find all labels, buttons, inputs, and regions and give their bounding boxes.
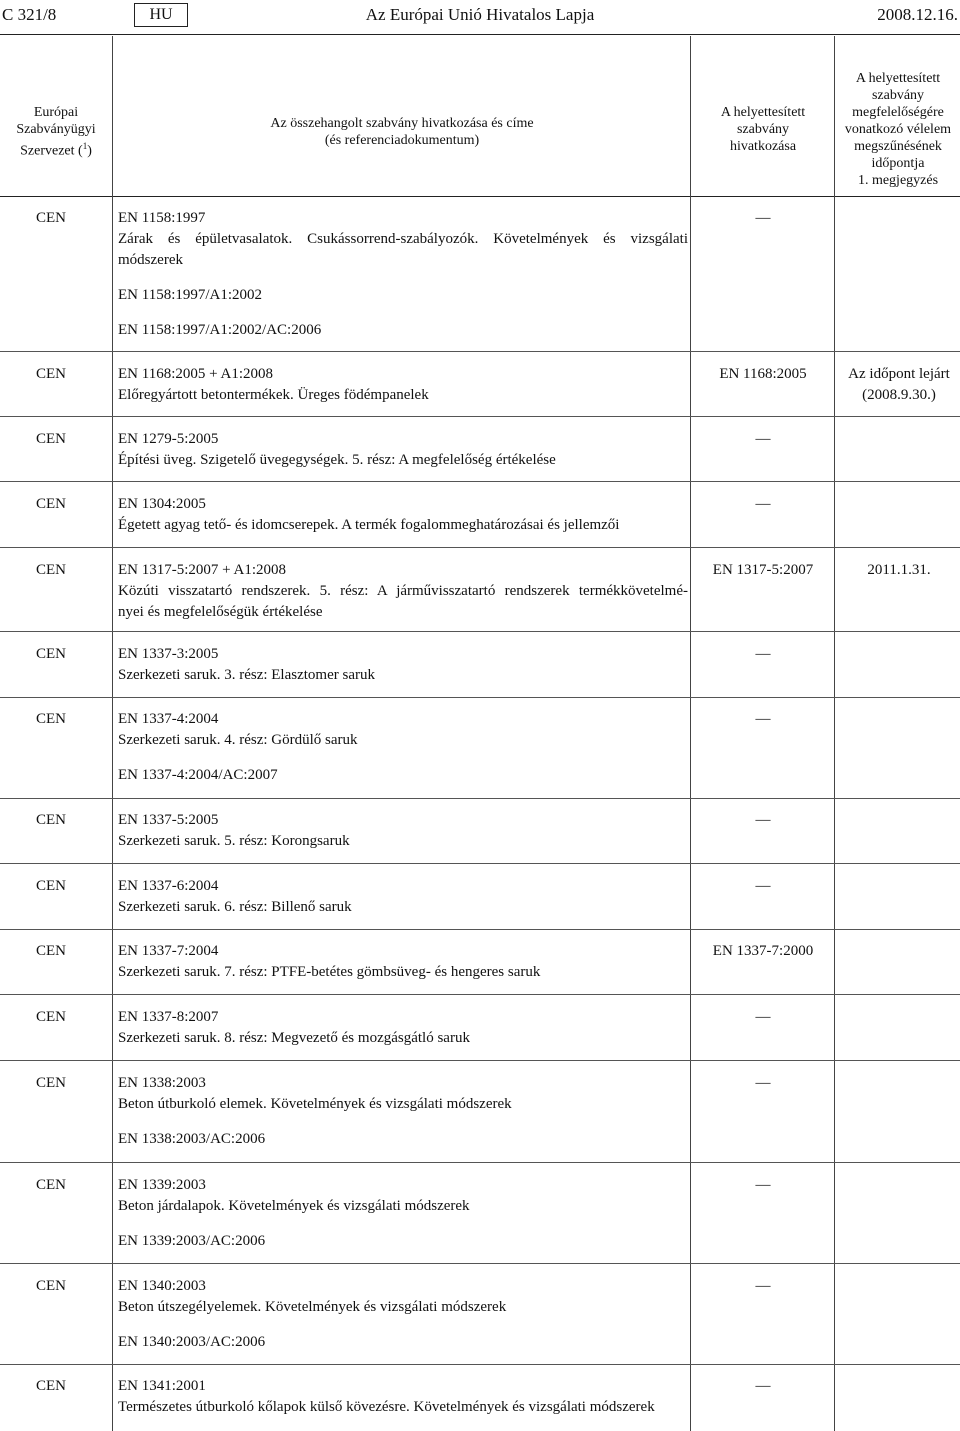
- org-cell: CEN: [36, 1278, 66, 1294]
- standard-title: Természetes útburkoló kőlapok külső kövezésre. Követelmények és vizsgálati módszerek: [118, 1399, 655, 1415]
- replaced-standard-cell: —: [755, 1177, 771, 1193]
- standard-reference: EN 1337-5:2005: [118, 812, 219, 828]
- org-cell: CEN: [36, 1177, 66, 1193]
- replaced-standard-cell: —: [755, 711, 771, 727]
- row-separator: [0, 631, 960, 632]
- col-note-line: időpontja: [871, 156, 925, 171]
- standard-reference: EN 1337-7:2004: [118, 943, 219, 959]
- row-separator: [0, 697, 960, 698]
- language-box: HU: [134, 3, 188, 27]
- issue-date: 2008.12.16.: [877, 5, 958, 24]
- col-note-line: szabvány: [871, 88, 925, 103]
- table-header-rule: [0, 196, 960, 197]
- standard-reference: EN 1337-6:2004: [118, 878, 219, 894]
- standard-title: Beton járdalapok. Követelmények és vizsgálati módszerek: [118, 1198, 470, 1214]
- desc-cell: [118, 1007, 688, 1049]
- standard-title: Égetett agyag tető- és idomcserepek. A termék fogalommeghatározásai és jellemzői: [118, 517, 620, 533]
- col-org-line: Szabványügyi: [16, 122, 96, 137]
- cessation-date-text: Az időpont lejárt: [848, 366, 950, 382]
- standard-reference: EN 1304:2005: [118, 496, 206, 512]
- journal-title: Az Európai Unió Hivatalos Lapja: [365, 5, 595, 24]
- org-cell: CEN: [36, 1378, 66, 1394]
- desc-cell: [118, 644, 688, 686]
- col-note-line: 1. megjegyzés: [857, 173, 939, 188]
- org-cell: CEN: [36, 646, 66, 662]
- standard-reference: EN 1168:2005 + A1:2008: [118, 366, 273, 382]
- replaced-standard-cell: —: [755, 1278, 771, 1294]
- org-cell: CEN: [36, 431, 66, 447]
- amendment-reference: EN 1338:2003/AC:2006: [118, 1131, 266, 1147]
- row-separator: [0, 1263, 960, 1264]
- standard-title: Szerkezeti saruk. 5. rész: Korongsaruk: [118, 833, 350, 849]
- row-separator: [0, 351, 960, 352]
- replaced-standard-cell: EN 1168:2005: [719, 366, 807, 382]
- standard-title: Szerkezeti saruk. 8. rész: Megvezető és mozgásgátló saruk: [118, 1030, 470, 1046]
- cessation-date-text: (2008.9.30.): [862, 387, 936, 403]
- standard-title: Beton útszegélyelemek. Követelmények és vizsgálati módszerek: [118, 1299, 507, 1315]
- replaced-standard-cell: —: [755, 210, 771, 226]
- standard-title: Előregyártott betontermékek. Üreges födémpanelek: [118, 387, 429, 403]
- desc-cell: [118, 560, 688, 623]
- amendment-reference: EN 1158:1997/A1:2002/AC:2006: [118, 322, 322, 338]
- desc-cell: [118, 876, 688, 918]
- desc-cell: [118, 941, 688, 983]
- org-cell: CEN: [36, 878, 66, 894]
- standard-title: nyei és megfelelőségük értékelése: [118, 604, 323, 620]
- replaced-standard-cell: —: [755, 1009, 771, 1025]
- row-separator: [0, 1364, 960, 1365]
- row-separator: [0, 863, 960, 864]
- org-cell: CEN: [36, 562, 66, 578]
- column-header-org: [0, 104, 112, 160]
- col-org-text: ): [87, 143, 92, 159]
- col-note-line: megszűnésének: [854, 139, 942, 154]
- page-header: [0, 4, 960, 28]
- replaced-standard-cell: —: [755, 878, 771, 894]
- standard-title: módszerek: [118, 252, 183, 268]
- column-divider: [690, 36, 691, 1431]
- replaced-standard-cell: EN 1317-5:2007: [712, 562, 814, 578]
- amendment-reference: EN 1340:2003/AC:2006: [118, 1334, 266, 1350]
- column-divider: [112, 36, 113, 1431]
- cessation-date-cell: [838, 364, 960, 406]
- cessation-date-cell: [838, 560, 960, 581]
- column-header-desc: [116, 115, 688, 149]
- org-cell: CEN: [36, 943, 66, 959]
- desc-cell: [118, 494, 688, 536]
- col-org-line: Európai: [33, 105, 79, 120]
- standard-reference: EN 1279-5:2005: [118, 431, 219, 447]
- replaced-standard-cell: —: [755, 1075, 771, 1091]
- replaced-standard-cell: —: [755, 812, 771, 828]
- replaced-standard-cell: —: [755, 496, 771, 512]
- header-rule: [0, 34, 960, 35]
- amendment-reference: EN 1339:2003/AC:2006: [118, 1233, 266, 1249]
- column-divider: [834, 36, 835, 1431]
- replaced-standard-cell: —: [755, 646, 771, 662]
- org-cell: CEN: [36, 1075, 66, 1091]
- row-separator: [0, 929, 960, 930]
- row-separator: [0, 481, 960, 482]
- col-repl-line: hivatkozása: [729, 139, 797, 154]
- desc-cell: [118, 1073, 688, 1150]
- page-number: C 321/8: [2, 5, 57, 24]
- column-header-repl: [692, 104, 834, 155]
- footnote-ref: 1: [82, 141, 88, 151]
- standard-reference: EN 1337-8:2007: [118, 1009, 219, 1025]
- col-desc-line: (és referenciadokumentum): [324, 133, 480, 148]
- amendment-reference: EN 1158:1997/A1:2002: [118, 287, 263, 303]
- col-note-line: A helyettesített: [855, 71, 941, 86]
- org-cell: CEN: [36, 210, 66, 226]
- standard-title: Közúti visszatartó rendszerek. 5. rész: A járművisszatartó rendszerek termékkövetelmé-: [118, 583, 688, 599]
- col-desc-line: Az összehangolt szabvány hivatkozása és címe: [270, 116, 534, 131]
- org-cell: CEN: [36, 1009, 66, 1025]
- standard-reference: EN 1340:2003: [118, 1278, 206, 1294]
- standard-title: Szerkezeti saruk. 4. rész: Gördülő saruk: [118, 732, 358, 748]
- col-org-text: Szervezet (: [20, 143, 83, 159]
- col-note-line: megfelelőségére: [852, 105, 944, 120]
- col-org-line: [0, 138, 112, 160]
- standard-reference: EN 1339:2003: [118, 1177, 206, 1193]
- org-cell: CEN: [36, 711, 66, 727]
- standard-reference: EN 1338:2003: [118, 1075, 206, 1091]
- desc-cell: [118, 429, 688, 471]
- desc-cell: [118, 1376, 688, 1418]
- column-header-note: [836, 70, 960, 189]
- standard-title: Építési üveg. Szigetelő üvegegységek. 5. rész: A megfelelőség értékelése: [118, 452, 556, 468]
- row-separator: [0, 1060, 960, 1061]
- replaced-standard-cell: EN 1337-7:2000: [712, 943, 814, 959]
- col-repl-line: szabvány: [736, 122, 790, 137]
- org-cell: CEN: [36, 812, 66, 828]
- desc-cell: [118, 709, 688, 786]
- desc-cell: [118, 364, 688, 406]
- standard-reference: EN 1337-3:2005: [118, 646, 219, 662]
- row-separator: [0, 547, 960, 548]
- standard-title: Szerkezeti saruk. 3. rész: Elasztomer saruk: [118, 667, 375, 683]
- desc-cell: [118, 810, 688, 852]
- amendment-reference: EN 1337-4:2004/AC:2007: [118, 767, 278, 783]
- row-separator: [0, 416, 960, 417]
- row-separator: [0, 1162, 960, 1163]
- standard-title: Beton útburkoló elemek. Követelmények és vizsgálati módszerek: [118, 1096, 512, 1112]
- desc-cell: [118, 1175, 688, 1252]
- replaced-standard-cell: —: [755, 1378, 771, 1394]
- replaced-standard-cell: —: [755, 431, 771, 447]
- desc-cell: [118, 1276, 688, 1353]
- standard-reference: EN 1337-4:2004: [118, 711, 219, 727]
- col-repl-line: A helyettesített: [720, 105, 806, 120]
- standard-title: Szerkezeti saruk. 6. rész: Billenő saruk: [118, 899, 352, 915]
- standard-reference: EN 1158:1997: [118, 210, 206, 226]
- row-separator: [0, 798, 960, 799]
- standard-reference: EN 1341:2001: [118, 1378, 206, 1394]
- col-note-line: vonatkozó vélelem: [844, 122, 952, 137]
- standard-reference: EN 1317-5:2007 + A1:2008: [118, 562, 287, 578]
- desc-cell: [118, 208, 688, 341]
- standard-title: Szerkezeti saruk. 7. rész: PTFE-betétes gömbsüveg- és hengeres saruk: [118, 964, 541, 980]
- standard-title: Zárak és épületvasalatok. Csukássorrend-szabályozók. Követelmények és vizsgálati: [118, 231, 688, 247]
- row-separator: [0, 994, 960, 995]
- org-cell: CEN: [36, 366, 66, 382]
- cessation-date-text: 2011.1.31.: [867, 562, 931, 578]
- org-cell: CEN: [36, 496, 66, 512]
